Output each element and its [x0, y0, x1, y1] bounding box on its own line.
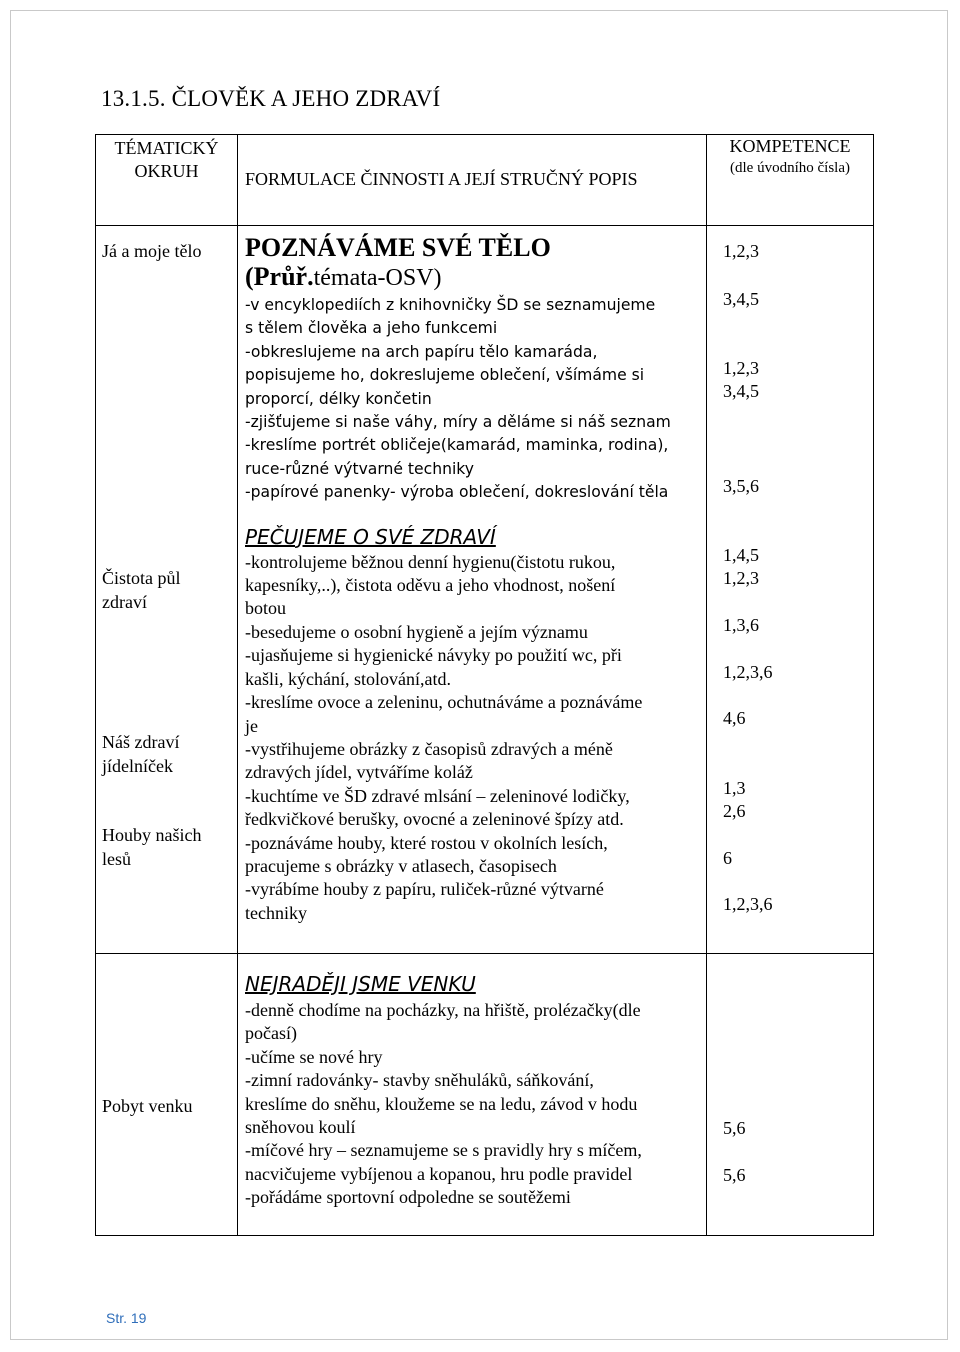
header-topic — [96, 135, 238, 226]
activity-line: techniky — [245, 902, 307, 923]
activity-line: kreslíme do sněhu, kloužeme se na ledu, závod v hodu — [245, 1093, 638, 1114]
activity-line: zdravých jídel, vytváříme koláž — [245, 762, 473, 783]
activity-line: botou — [245, 598, 287, 619]
activity-line: -poznáváme houby, které rostou v okolních lesích, — [245, 832, 608, 853]
activity-line: -kreslíme portrét obličeje(kamarád, maminka, rodina), — [245, 436, 669, 455]
competence-value: 1,2,3,6 — [723, 894, 773, 914]
activity-line: pracujeme s obrázky v atlasech, časopisech — [245, 855, 557, 876]
activity-line: -kreslíme ovoce a zeleninu, ochutnáváme a poznáváme — [245, 692, 643, 713]
header-activity: FORMULACE ČINNOSTI A JEJÍ STRUČNÝ POPIS — [238, 135, 707, 226]
topic-label: Houby našich — [102, 825, 202, 845]
activity-line: -kuchtíme ve ŠD zdravé mlsání – zeleninové lodičky, — [245, 785, 630, 806]
activity-line: -pořádáme sportovní odpoledne se soutěžemi — [245, 1187, 571, 1208]
activity-line: -vystřihujeme obrázky z časopisů zdravých a méně — [245, 738, 613, 759]
activity-line: -zjišťujeme si naše váhy, míry a děláme si náš seznam — [245, 413, 671, 432]
activity-line: je — [245, 715, 258, 736]
topic-label: lesů — [102, 849, 131, 869]
topic-label: jídelníček — [102, 756, 173, 776]
activity-line: kapesníky,..), čistota oděvu a jeho vhodnost, nošení — [245, 575, 616, 596]
competence-value: 1,2,3,6 — [723, 662, 773, 682]
section-title-part: témata-OSV) — [313, 265, 442, 291]
activity-line: kašli, kýchání, stolování,atd. — [245, 668, 451, 689]
activity-line: sněhovou koulí — [245, 1117, 356, 1138]
page-number: Str. 19 — [106, 1310, 147, 1326]
table-row — [96, 226, 874, 954]
activity-line: -obkreslujeme na arch papíru tělo kamaráda, — [245, 342, 598, 361]
activity-line: ruce-různé výtvarné techniky — [245, 459, 475, 478]
competence-value: 1,2,3 — [723, 358, 759, 378]
header-topic-line: TÉMATICKÝ — [114, 138, 219, 158]
activity-line: -besedujeme o osobní hygieně a jejím významu — [245, 621, 588, 642]
activity-line: -míčové hry – seznamujeme se s pravidly hry s míčem, — [245, 1140, 642, 1161]
activity-line: nacvičujeme vybíjenou a kopanou, hru podle pravidel — [245, 1163, 633, 1184]
competence-value: 2,6 — [723, 801, 746, 821]
header-competence-title: KOMPETENCE — [729, 136, 851, 156]
competence-cell — [707, 226, 874, 954]
header-competence — [707, 135, 874, 226]
competence-value: 1,2,3 — [723, 568, 759, 588]
activity-line: s tělem člověka a jeho funkcemi — [245, 319, 498, 338]
topic-label: zdraví — [102, 592, 147, 612]
table-header-row — [96, 135, 874, 226]
activity-line: -zimní radovánky- stavby sněhuláků, sáňkování, — [245, 1070, 594, 1091]
competence-cell — [707, 954, 874, 1236]
competence-value: 3,4,5 — [723, 381, 759, 401]
activity-line: -kontrolujeme běžnou denní hygienu(čistotu rukou, — [245, 551, 616, 572]
topic-label: Čistota půl — [102, 568, 181, 588]
header-competence-note: (dle úvodního čísla) — [730, 160, 850, 176]
activity-line: popisujeme ho, dokreslujeme oblečení, všímáme si — [245, 366, 645, 385]
header-topic-line: OKRUH — [134, 161, 199, 181]
activity-line: -učíme se nové hry — [245, 1046, 383, 1067]
activity-line: proporcí, délky končetin — [245, 389, 432, 408]
topic-label: Náš zdraví — [102, 732, 180, 752]
activity-line: ředkvičkové berušky, ovocné a zeleninové špízy atd. — [245, 809, 624, 830]
section-title: POZNÁVÁME SVÉ TĚLO — [245, 233, 551, 262]
competence-value: 5,6 — [723, 1118, 746, 1138]
competence-value: 1,3,6 — [723, 615, 759, 635]
activity-cell — [238, 954, 707, 1236]
section-title: NEJRADĚJI JSME VENKU — [245, 972, 476, 996]
activity-line: -v encyklopediích z knihovničky ŠD se seznamujeme — [245, 296, 656, 314]
topic-label: Já a moje tělo — [102, 241, 202, 261]
activity-table — [95, 134, 874, 1236]
competence-value: 3,4,5 — [723, 289, 759, 309]
activity-line: počasí) — [245, 1023, 297, 1044]
section-heading: 13.1.5. ČLOVĚK A JEHO ZDRAVÍ — [101, 86, 441, 111]
topic-label: Pobyt venku — [102, 1096, 193, 1116]
activity-line: -ujasňujeme si hygienické návyky po použití wc, při — [245, 645, 622, 666]
activity-line: -denně chodíme na pocházky, na hřiště, prolézačky(dle — [245, 1000, 641, 1020]
table-row — [96, 954, 874, 1236]
activity-line: -papírové panenky- výroba oblečení, dokreslování těla — [245, 483, 669, 502]
competence-value: 1,3 — [723, 778, 746, 798]
topic-cell — [96, 954, 238, 1236]
topic-cell — [96, 226, 238, 954]
activity-cell — [238, 226, 707, 954]
competence-value: 5,6 — [723, 1165, 746, 1185]
section-title: PEČUJEME O SVÉ ZDRAVÍ — [245, 524, 496, 549]
activity-line: -vyrábíme houby z papíru, ruliček-různé výtvarné — [245, 879, 604, 900]
competence-value: 6 — [723, 848, 732, 868]
competence-value: 1,4,5 — [723, 545, 759, 565]
competence-value: 3,5,6 — [723, 476, 759, 496]
section-title-part: (Průř. — [245, 262, 314, 291]
competence-value: 1,2,3 — [723, 241, 759, 261]
competence-value: 4,6 — [723, 708, 746, 728]
